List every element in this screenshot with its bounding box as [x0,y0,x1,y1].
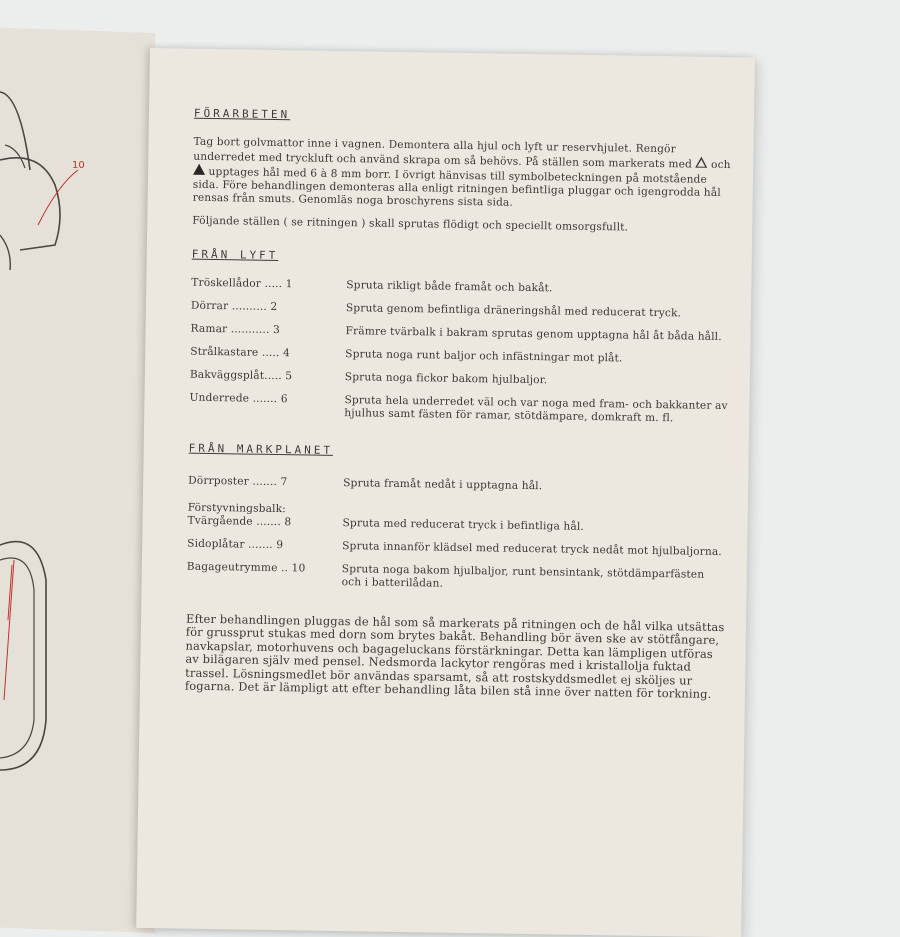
item-text: Spruta genom befintliga dräneringshål med reducerat tryck. [345,302,682,320]
triangle-filled-icon [193,164,205,175]
list-item [187,538,727,559]
item-label: Sidoplåtar ....... 9 [187,537,284,552]
item-label: Dörrposter ....... 7 [188,474,288,489]
list-item [190,323,730,344]
triangle-outline-icon [696,157,708,168]
car-rear-outline [0,158,60,250]
item-text: Spruta med reducerat tryck i befintliga hål. [342,517,585,533]
item-text: Spruta hela underredet väl och var noga med fram- och bakkanter av hjulhus samt fästen för ramar, stötdämpare, domkraft m. fl. [344,394,728,425]
prep-text-a: Tag bort golvmattor inne i vagnen. Demontera alla hjul och lyft ur reservhjulet. Rengör underredet med tryckluft och använd skrapa om så behövs. På ställen som markerats med [193,135,693,171]
item-text: Spruta noga bakom hjulbaljor, runt bensintank, stötdämparfästen och i batterilådan. [341,563,705,590]
page-content [185,107,734,712]
item-text: Spruta innanför klädsel med reducerat tryck nedåt mot hjulbaljorna. [342,540,722,559]
car-bottom-inner-outline [0,558,34,758]
item-label: Dörrar .......... 2 [190,299,278,314]
red-spray-line-1 [4,560,14,700]
lift-list [189,277,731,426]
item-label: Tröskellådor ..... 1 [191,276,293,291]
list-item [191,277,731,298]
list-item [191,300,731,321]
item-text: Främre tvärbalk i bakram sprutas genom upptagna hål åt båda håll. [345,325,722,344]
item-text: Spruta rikligt både framåt och bakåt. [346,279,553,295]
callout-number: 10 [72,160,85,171]
car-drawing [0,0,160,900]
list-item [187,502,727,536]
heading-prep: FÖRARBETEN [193,106,291,122]
item-text: Spruta noga fickor bakom hjulbaljor. [344,371,548,387]
prep-text-b: och [710,158,731,172]
car-rear-window [5,145,25,168]
item-text: Spruta noga runt baljor och infästningar mot plåt. [345,348,623,365]
item-text: Spruta framåt nedåt i upptagna hål. [343,477,543,493]
car-wheel-arch [0,235,10,270]
final-paragraph: Efter behandlingen pluggas de hål som så markerats på ritningen och de hål vilka utsättas för grussprut stukas med dorn som brytes bakåt. Behandling bör även ske av stötfångare, navkapslar, motorhuvens och bagageluckans förstärkningar. Detta kan lämpligen utföras av bilägaren själv med pensel. Nedsmorda lackytor rengöras med i kristallolja fuktad trassel. Lösningsmedlet bör användas sparsamt, så att rostskyddsmedlet ej sköljes ur fogarna. Det är lämpligt att efter behandling låta bilen stå inne över natten för torkning. [184,611,725,701]
list-item [190,369,730,390]
item-label: Bakväggsplåt..... 5 [189,368,293,383]
item-label: Underrede ....... 6 [189,391,288,406]
list-item [187,561,727,595]
prep-note: Följande ställen ( se ritningen ) skall sprutas flödigt och speciellt omsorgsfullt. [192,214,629,234]
item-label: Förstyvningsbalk: Tvärgående ....... 8 [187,501,292,529]
heading-ground: FRÅN MARKPLANET [188,441,334,457]
prep-paragraph [193,136,734,213]
list-item [190,346,730,367]
item-label: Ramar ........... 3 [190,322,281,337]
heading-lift: FRÅN LYFT [191,247,279,263]
item-label: Bagageutrymme .. 10 [186,560,306,575]
list-item [188,475,728,496]
ground-list [187,475,729,595]
list-item [189,392,729,426]
item-label: Strålkastare ..... 4 [190,345,291,360]
document-page [136,48,755,937]
prep-text-c: upptages hål med 6 à 8 mm borr. I övrigt hänvisas till symbolbeteckningen på motstående sida. Före behandlingen demonteras alla enligt ritningen befintliga pluggar och igengrodda hål rensas från smuts. Genomläs noga broschyrens sista sida. [192,165,721,209]
